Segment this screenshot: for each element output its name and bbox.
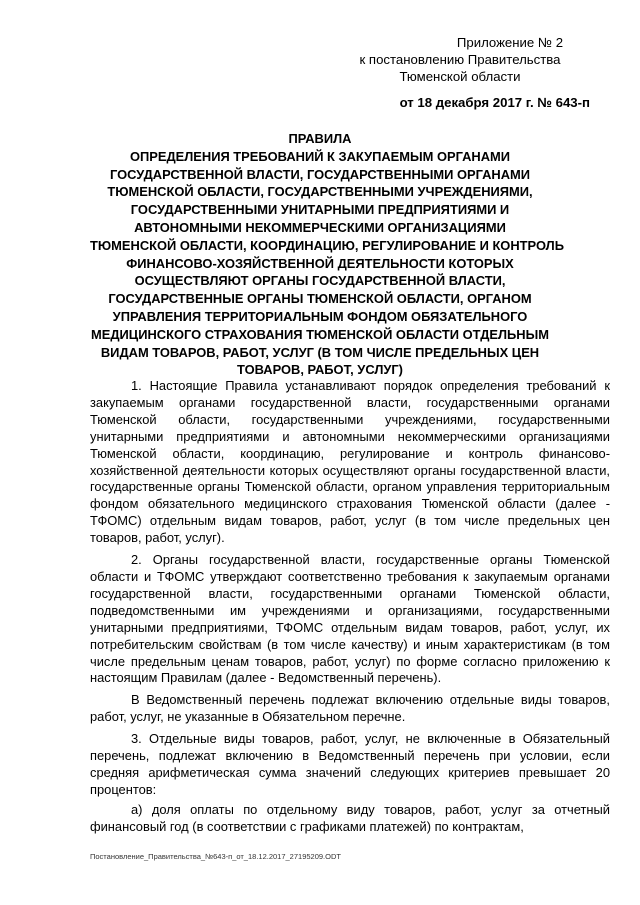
title-line: ТОВАРОВ, РАБОТ, УСЛУГ) bbox=[237, 362, 403, 378]
paragraph-3: 3. Отдельные виды товаров, работ, услуг, не включенные в Обязательный перечень, подлежат включению в Ведомственный перечень при условии, если средняя арифметическая сумма значений следующих критериев превышает 20 процентов: bbox=[90, 731, 610, 797]
document-body bbox=[90, 378, 610, 841]
title-line: ВИДАМ ТОВАРОВ, РАБОТ, УСЛУГ (В ТОМ ЧИСЛЕ ПРЕДЕЛЬНЫХ ЦЕН bbox=[100, 344, 540, 360]
document-header bbox=[330, 34, 590, 111]
title-line: АВТОНОМНЫМИ НЕКОММЕРЧЕСКИМИ ОРГАНИЗАЦИЯМИ bbox=[134, 219, 506, 235]
paragraph-2: 2. Органы государственной власти, государственные органы Тюменской области и ТФОМС утверждают соответственно требования к закупаемым органами государственной власти, государственными органами Тюменской области, подведомственными им учреждениями и организациями, государственными унитарными предприятиями, ТФОМС отдельным видам товаров, работ, услуг, их потребительским свойствам (в том числе качеству) и иным характеристикам (в том числе предельным ценам товаров, работ, услуг) по форме согласно приложению к настоящим Правилам (далее - Ведомственный перечень). bbox=[90, 552, 610, 686]
title-line: ТЮМЕНСКОЙ ОБЛАСТИ, КООРДИНАЦИЮ, РЕГУЛИРОВАНИЕ И КОНТРОЛЬ bbox=[90, 237, 564, 253]
title-line: ТЮМЕНСКОЙ ОБЛАСТИ, ГОСУДАРСТВЕННЫМИ УЧРЕЖДЕНИЯМИ, bbox=[107, 184, 533, 200]
title-line: ОСУЩЕСТВЛЯЮТ ОРГАНЫ ГОСУДАРСТВЕННОЙ ВЛАСТИ, bbox=[134, 273, 506, 289]
paragraph-3a: а) доля оплаты по отдельному виду товаров, работ, услуг за отчетный финансовый год (в соответствии с графиками платежей) по контрактам, bbox=[90, 801, 610, 834]
appendix-label: Приложение № 2 bbox=[456, 35, 564, 50]
title-line: ГОСУДАРСТВЕННЫЕ ОРГАНЫ ТЮМЕНСКОЙ ОБЛАСТИ, ОРГАНОМ bbox=[108, 291, 532, 307]
title-line: ОПРЕДЕЛЕНИЯ ТРЕБОВАНИЙ К ЗАКУПАЕМЫМ ОРГАНАМИ bbox=[129, 148, 511, 164]
title-line: УПРАВЛЕНИЯ ТЕРРИТОРИАЛЬНЫМ ФОНДОМ ОБЯЗАТЕЛЬНОГО bbox=[112, 308, 528, 324]
paragraph-2-continuation: В Ведомственный перечень подлежат включению отдельные виды товаров, работ, услуг, не указанные в Обязательном перечне. bbox=[90, 692, 610, 725]
title-line: ГОСУДАРСТВЕННОЙ ВЛАСТИ, ГОСУДАРСТВЕННЫМИ ОРГАНАМИ bbox=[109, 166, 531, 182]
title-line: МЕДИЦИНСКОГО СТРАХОВАНИЯ ТЮМЕНСКОЙ ОБЛАСТИ ОТДЕЛЬНЫМ bbox=[91, 326, 549, 342]
title-line: ФИНАНСОВО-ХОЗЯЙСТВЕННОЙ ДЕЯТЕЛЬНОСТИ КОТОРЫХ bbox=[126, 255, 514, 271]
title-line: ПРАВИЛА bbox=[288, 131, 352, 146]
decree-reference-line-1: к постановлению Правительства bbox=[359, 52, 561, 67]
decree-reference-line-2: Тюменской области bbox=[399, 69, 521, 84]
decree-date-number: от 18 декабря 2017 г. № 643-п bbox=[399, 95, 590, 110]
paragraph-1: 1. Настоящие Правила устанавливают порядок определения требований к закупаемым органами государственной власти, государственными органами Тюменской области, государственными учреждениями, государственными унитарными предприятиями и автономными некоммерческими организациями Тюменской области, координацию, регулирование и контроль финансово-хозяйственной деятельности которых осуществляют органы государственной власти, государственные органы Тюменской области, органом управления территориальным фондом обязательного медицинского страхования Тюменской области (далее - ТФОМС) отдельным видам товаров, работ, услуг (в том числе предельных цен товаров, работ, услуг). bbox=[90, 378, 610, 546]
footer-filename: Постановление_Правительства_№643-п_от_18.12.2017_27195209.ODT bbox=[90, 852, 341, 861]
document-title bbox=[90, 130, 564, 379]
title-line: ГОСУДАРСТВЕННЫМИ УНИТАРНЫМИ ПРЕДПРИЯТИЯМИ И bbox=[130, 202, 510, 218]
